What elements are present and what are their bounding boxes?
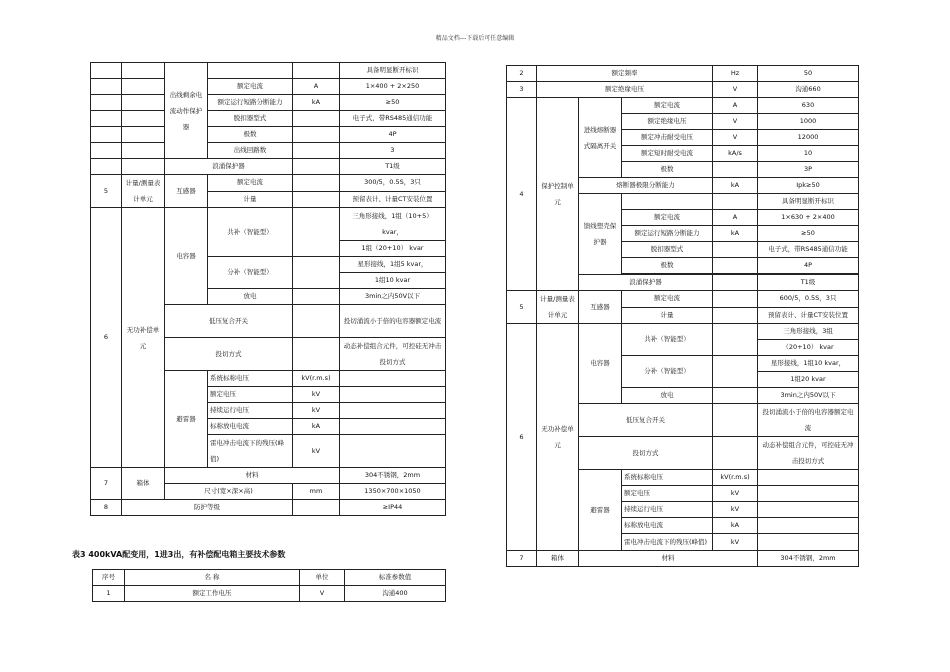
cell: 保护控制单元 <box>537 98 579 291</box>
cell: kA <box>293 419 340 435</box>
cell: 分补（智能型） <box>622 356 713 388</box>
cell: 电子式，带RS485通信功能 <box>340 111 446 127</box>
cell: 7 <box>91 468 122 500</box>
cell: kV <box>293 435 340 468</box>
cell: 投切方式 <box>165 338 293 371</box>
table3-header: 单位 <box>300 570 345 586</box>
cell: 304不锈钢，2mm <box>758 551 859 567</box>
cell: 互感器 <box>579 291 622 324</box>
cell: 标称放电电流 <box>208 419 293 435</box>
cell: 持续运行电压 <box>208 403 293 419</box>
cell: 三角形接线，3组 <box>758 324 859 340</box>
cell: 额定短时耐受电流 <box>622 146 713 162</box>
table3-header: 标准参数值 <box>345 570 446 586</box>
cell: 4P <box>340 127 446 143</box>
cell: 星形接线，1组10 kvar， <box>758 356 859 372</box>
cell: V <box>713 114 758 130</box>
cell: 投切方式 <box>579 437 713 470</box>
cell: ≥IP44 <box>340 500 446 516</box>
cell: 1组20 kvar <box>758 372 859 388</box>
cell: 沟通400 <box>345 586 446 602</box>
cell: kV <box>713 502 758 518</box>
cell: 出线回路数 <box>208 143 293 159</box>
cell: 5 <box>91 175 122 208</box>
cell: 计量 <box>622 307 713 324</box>
cell: 极数 <box>622 162 713 178</box>
cell: 进线熔断器式隔离开关 <box>579 98 622 178</box>
cell: 电容器 <box>165 208 208 305</box>
cell: 无功补偿单元 <box>537 324 579 551</box>
cell: 4 <box>507 98 537 291</box>
cell: 持续运行电压 <box>622 502 713 518</box>
cell: 低压复合开关 <box>579 404 713 437</box>
cell: 额定绝缘电压 <box>537 82 713 98</box>
cell: 3 <box>507 82 537 98</box>
cell: 雷电冲击电流下的残压(峰值) <box>622 534 713 551</box>
cell: ≥50 <box>340 95 446 111</box>
cell: 4P <box>758 258 859 274</box>
cell: 共补（智能型） <box>622 324 713 356</box>
cell: 额定电流 <box>622 98 713 114</box>
cell: 预留表计、计量CT安装位置 <box>340 191 446 208</box>
cell: 投切涌流小于倍的电容器额定电流 <box>340 305 446 338</box>
cell: 星形接线，1组5 kvar， <box>340 257 446 273</box>
cell: kA <box>293 95 340 111</box>
cell: kA <box>713 518 758 534</box>
cell: 额定电压 <box>208 387 293 403</box>
table3 <box>92 569 446 602</box>
cell: 6 <box>91 208 122 468</box>
cell: 3P <box>758 162 859 178</box>
cell: 无功补偿单元 <box>122 208 165 468</box>
cell: 共补（智能型） <box>208 208 293 257</box>
page-header: 精品文档---下载后可任意编辑 <box>435 35 515 42</box>
cell: Hz <box>713 66 758 82</box>
cell: kV(r.m.s) <box>713 470 758 486</box>
cell: 1 <box>93 586 125 602</box>
cell: V <box>713 130 758 146</box>
cell: 1350×700×1050 <box>340 484 446 500</box>
cell: 计量/测量表计单元 <box>122 175 165 208</box>
cell: 标称放电电流 <box>622 518 713 534</box>
table3-header: 名 称 <box>125 570 300 586</box>
cell: 额定电流 <box>208 175 293 192</box>
cell: 5 <box>507 291 537 324</box>
cell: 304不锈钢，2mm <box>340 468 446 484</box>
cell: 具备明显断开标识 <box>758 194 859 210</box>
cell: V <box>713 82 758 98</box>
cell: 50 <box>758 66 859 82</box>
cell: 避雷器 <box>579 470 622 551</box>
cell: kV <box>713 486 758 502</box>
cell: 3min之内50V以下 <box>340 289 446 305</box>
table3-header: 序号 <box>93 570 125 586</box>
protector-name: 出线剩余电流动作保护器 <box>165 63 208 159</box>
cell: 1组10 kvar <box>340 273 446 289</box>
cell: 浪涌保护器 <box>579 275 713 291</box>
cell: （20+10） kvar <box>758 340 859 356</box>
cell: 预留表计、计量CT安装位置 <box>758 307 859 324</box>
cell: kA/s <box>713 146 758 162</box>
cell: 投切涌流小于倍的电容器额定电流 <box>758 404 859 437</box>
cell: 计量 <box>208 191 293 208</box>
cell: 3min之内50V以下 <box>758 388 859 404</box>
cell: 1000 <box>758 114 859 130</box>
cell: kV(r.m.s) <box>293 371 340 387</box>
cell: kV <box>293 403 340 419</box>
cell: 放电 <box>208 289 293 305</box>
cell: 系统标称电压 <box>208 371 293 387</box>
cell: T1级 <box>340 159 446 175</box>
cell: 馈线塑壳保护器 <box>579 194 622 275</box>
cell: 脱扣器型式 <box>208 111 293 127</box>
cell: 电子式，带RS485通信功能 <box>758 242 859 258</box>
cell: 1×630 + 2×400 <box>758 210 859 226</box>
table3-caption: 表3 400kVA配变用，1进3出，有补偿配电箱主要技术参数 <box>72 550 286 559</box>
cell: 互感器 <box>165 175 208 208</box>
cell: 分补（智能型） <box>208 257 293 289</box>
cell: 三角形接线，1组（10+5）kvar， <box>340 208 446 241</box>
cell: 动态补偿组合元件，可控硅无冲击投切方式 <box>758 437 859 470</box>
cell: 额定电流 <box>208 79 293 95</box>
cell: 浪涌保护器 <box>165 159 293 175</box>
cell: 沟通660 <box>758 82 859 98</box>
cell: A <box>713 98 758 114</box>
cell: mm <box>293 484 340 500</box>
cell: 极数 <box>208 127 293 143</box>
cell: 1组（20+10） kvar <box>340 241 446 257</box>
cell: 额定工作电压 <box>125 586 300 602</box>
cell: 300/5，0.5S，3只 <box>340 175 446 192</box>
cell: 10 <box>758 146 859 162</box>
cell: 3 <box>340 143 446 159</box>
cell: 电容器 <box>579 324 622 404</box>
cell: kV <box>293 387 340 403</box>
cell: 12000 <box>758 130 859 146</box>
cell: 额定冲击耐受电压 <box>622 130 713 146</box>
cell: 防护等级 <box>122 500 293 516</box>
cell: 具备明显断开标识 <box>340 63 446 79</box>
cell: 630 <box>758 98 859 114</box>
cell: 脱扣器型式 <box>622 242 713 258</box>
cell: 避雷器 <box>165 371 208 468</box>
right-spec-table <box>506 65 859 567</box>
cell: A <box>713 210 758 226</box>
cell: 7 <box>507 551 537 567</box>
cell: 额定频率 <box>537 66 713 82</box>
cell: 额定运行短路分断能力 <box>208 95 293 111</box>
cell: 材料 <box>579 551 758 567</box>
cell: 材料 <box>165 468 340 484</box>
cell: 2 <box>507 66 537 82</box>
cell: 额定电流 <box>622 291 713 308</box>
cell: 雷电冲击电流下的残压(峰值) <box>208 435 293 468</box>
cell: 6 <box>507 324 537 551</box>
cell: T1级 <box>758 275 859 291</box>
cell: kV <box>713 534 758 551</box>
cell: 计量/测量表计单元 <box>537 291 579 324</box>
cell: A <box>293 79 340 95</box>
cell: 动态补偿组合元件，可控硅无冲击投切方式 <box>340 338 446 371</box>
cell: 额定电流 <box>622 210 713 226</box>
cell: 系统标称电压 <box>622 470 713 486</box>
cell: 1×400 + 2×250 <box>340 79 446 95</box>
cell: 箱体 <box>122 468 165 500</box>
cell: Ipk≥50 <box>758 178 859 194</box>
left-spec-table <box>90 62 446 516</box>
cell: 8 <box>91 500 122 516</box>
cell: 额定运行短路分断能力 <box>622 226 713 242</box>
cell: 放电 <box>622 388 713 404</box>
cell: ≥50 <box>758 226 859 242</box>
cell: kA <box>713 178 758 194</box>
cell: 600/5，0.5S，3只 <box>758 291 859 308</box>
cell: 额定电压 <box>622 486 713 502</box>
cell: 熔断器极限分断能力 <box>579 178 713 194</box>
cell: kA <box>713 226 758 242</box>
cell: 极数 <box>622 258 713 274</box>
cell: 尺寸(宽×深×高) <box>165 484 293 500</box>
cell: 箱体 <box>537 551 579 567</box>
cell: V <box>300 586 345 602</box>
cell: 低压复合开关 <box>165 305 293 338</box>
cell: 额定绝缘电压 <box>622 114 713 130</box>
